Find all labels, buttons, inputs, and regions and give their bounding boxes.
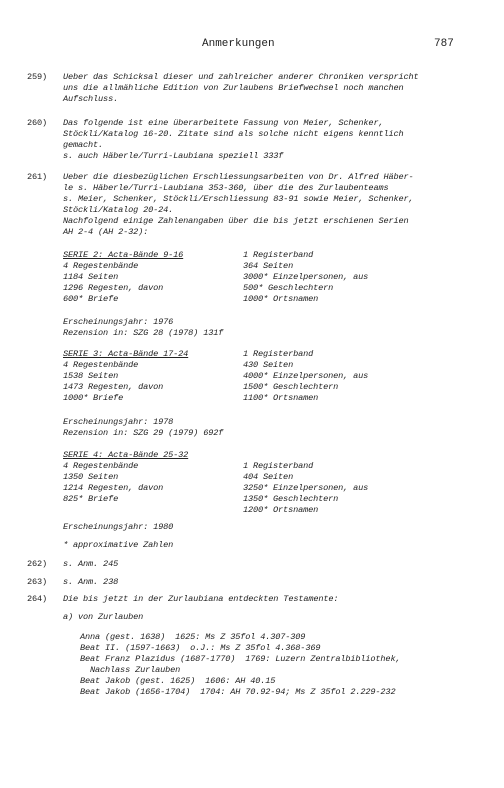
series-year: Erscheinungsjahr: 1976 bbox=[63, 317, 174, 327]
note-number: 263) bbox=[27, 577, 48, 587]
series-year: Erscheinungsjahr: 1978 bbox=[63, 417, 174, 427]
series-right-line: 1350* Geschlechtern bbox=[243, 494, 339, 504]
note-line: Ueber das Schicksal dieser und zahlreicher anderer Chroniken verspricht bbox=[63, 72, 419, 82]
page-number: 787 bbox=[434, 38, 454, 50]
series-right-line: 1 Registerband bbox=[243, 461, 314, 471]
series-left-line: 1214 Regesten, davon bbox=[63, 483, 164, 493]
note-line: s. Meier, Schenker, Stöckli/Erschliessung 83-91 sowie Meier, Schenker, bbox=[63, 194, 414, 204]
series-right-line: 4000* Einzelpersonen, aus bbox=[243, 371, 369, 381]
series-heading: SERIE 4: Acta-Bände 25-32 bbox=[63, 450, 189, 460]
series-left-line: 825* Briefe bbox=[63, 494, 119, 504]
note-line: s. Anm. 245 bbox=[63, 559, 119, 569]
series-right-line: 364 Seiten bbox=[243, 261, 294, 271]
testament-line: Beat II. (1597-1663) o.J.: Ms Z 35fol 4.368-369 bbox=[80, 643, 321, 653]
note-number: 264) bbox=[27, 594, 48, 604]
series-right-line: 500* Geschlechtern bbox=[243, 283, 334, 293]
series-right-line: 1 Registerband bbox=[243, 349, 314, 359]
note-line: gemacht. bbox=[63, 140, 104, 150]
note-line: Nachfolgend einige Zahlenangaben über die bis jetzt erschienen Serien bbox=[63, 216, 409, 226]
series-left-line: 4 Regestenbände bbox=[63, 360, 139, 370]
page-title: Anmerkungen bbox=[202, 38, 275, 50]
note-line: s. Anm. 238 bbox=[63, 577, 119, 587]
note-number: 260) bbox=[27, 118, 48, 128]
series-right-line: 3250* Einzelpersonen, aus bbox=[243, 483, 369, 493]
series-right-line: 1100* Ortsnamen bbox=[243, 393, 319, 403]
note-line: uns die allmähliche Edition von Zurlaubens Briefwechsel noch manchen bbox=[63, 83, 404, 93]
series-right-line: 1 Registerband bbox=[243, 250, 314, 260]
note-line: le s. Häberle/Turri-Laubiana 353-360, über die des Zurlaubenteams bbox=[63, 183, 389, 193]
series-right-line: 3000* Einzelpersonen, aus bbox=[243, 272, 369, 282]
series-review: Rezension in: SZG 28 (1978) 131f bbox=[63, 328, 224, 338]
testament-line: Beat Jakob (gest. 1625) 1606: AH 40.15 bbox=[80, 676, 276, 686]
series-left-line: 4 Regestenbände bbox=[63, 261, 139, 271]
series-left-line: 4 Regestenbände bbox=[63, 461, 139, 471]
series-right-line: 1200* Ortsnamen bbox=[243, 505, 319, 515]
subheading: a) von Zurlauben bbox=[63, 612, 144, 622]
page-header bbox=[0, 38, 504, 54]
series-left-line: 1538 Seiten bbox=[63, 371, 119, 381]
series-left-line: 1473 Regesten, davon bbox=[63, 382, 164, 392]
note-line: Stöckli/Katalog 20-24. bbox=[63, 205, 174, 215]
series-left-line: 1350 Seiten bbox=[63, 472, 119, 482]
approximate-footnote: * approximative Zahlen bbox=[63, 540, 174, 550]
series-review: Rezension in: SZG 29 (1979) 692f bbox=[63, 428, 224, 438]
note-line: Das folgende ist eine überarbeitete Fassung von Meier, Schenker, bbox=[63, 118, 384, 128]
series-left-line: 1184 Seiten bbox=[63, 272, 119, 282]
note-line: s. auch Häberle/Turri-Laubiana speziell 333f bbox=[63, 151, 284, 161]
note-number: 261) bbox=[27, 172, 48, 182]
note-line: Stöckli/Katalog 16-20. Zitate sind als solche nicht eigens kenntlich bbox=[63, 129, 404, 139]
testament-line: Anna (gest. 1638) 1625: Ms Z 35fol 4.307-309 bbox=[80, 632, 306, 642]
note-number: 259) bbox=[27, 72, 48, 82]
series-heading: SERIE 2: Acta-Bände 9-16 bbox=[63, 250, 184, 260]
series-left-line: 600* Briefe bbox=[63, 294, 119, 304]
note-number: 262) bbox=[27, 559, 48, 569]
series-right-line: 1500* Geschlechtern bbox=[243, 382, 339, 392]
series-left-line: 1296 Regesten, davon bbox=[63, 283, 164, 293]
testament-line: Nachlass Zurlauben bbox=[80, 665, 181, 675]
series-year: Erscheinungsjahr: 1980 bbox=[63, 522, 174, 532]
series-left-line: 1000* Briefe bbox=[63, 393, 124, 403]
series-right-line: 430 Seiten bbox=[243, 360, 294, 370]
note-line: Aufschluss. bbox=[63, 94, 119, 104]
note-line: Ueber die diesbezüglichen Erschliessungsarbeiten von Dr. Alfred Häber- bbox=[63, 172, 414, 182]
series-right-line: 1000* Ortsnamen bbox=[243, 294, 319, 304]
note-line: AH 2-4 (AH 2-32): bbox=[63, 227, 149, 237]
testament-line: Beat Franz Plazidus (1687-1770) 1769: Luzern Zentralbibliothek, bbox=[80, 654, 401, 664]
series-right-line: 404 Seiten bbox=[243, 472, 294, 482]
testament-line: Beat Jakob (1656-1704) 1704: AH 70.92-94; Ms Z 35fol 2.229-232 bbox=[80, 687, 396, 697]
note-line: Die bis jetzt in der Zurlaubiana entdeckten Testamente: bbox=[63, 594, 339, 604]
series-heading: SERIE 3: Acta-Bände 17-24 bbox=[63, 349, 189, 359]
